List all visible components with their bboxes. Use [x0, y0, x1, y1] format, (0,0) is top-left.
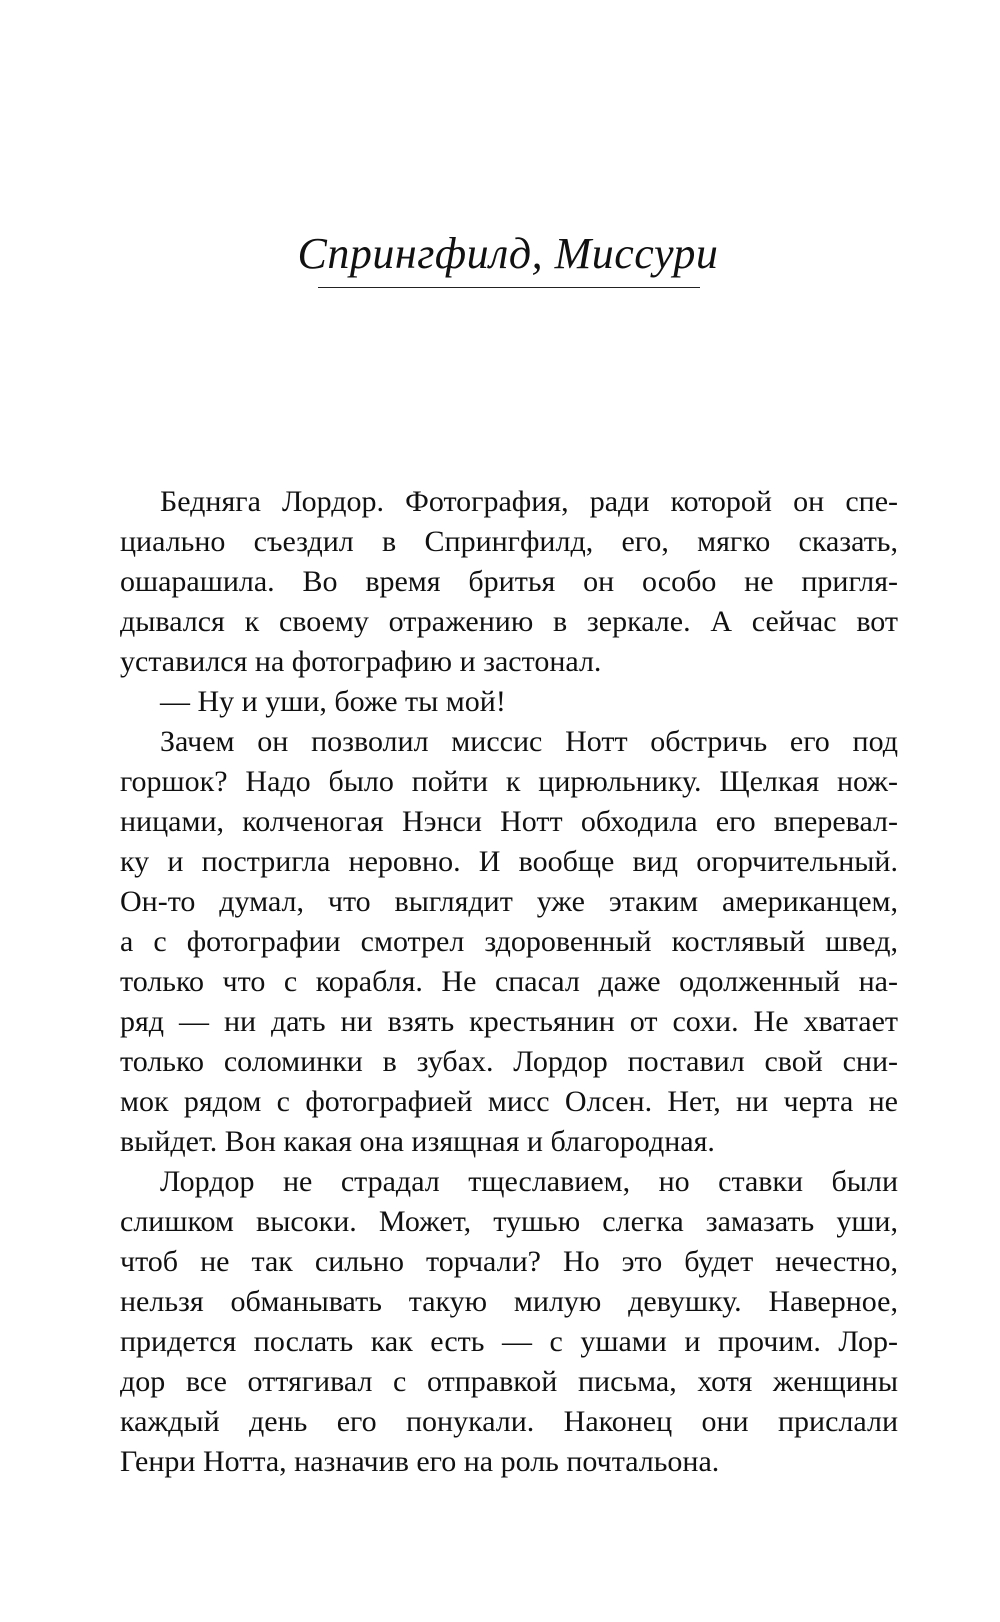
text-line: выйдет. Вон какая она изящная и благородная.: [120, 1125, 715, 1158]
text-line: горшок? Надо было пойти к цирюльнику. Щелкая нож-: [120, 765, 898, 798]
text-line: дор все оттягивал с отправкой письма, хотя женщины: [120, 1365, 898, 1398]
text-line: циально съездил в Спрингфилд, его, мягко сказать,: [120, 525, 898, 558]
text-line: нельзя обманывать такую милую девушку. Наверное,: [120, 1285, 898, 1318]
text-line: ницами, колченогая Нэнси Нотт обходила его вперевал-: [120, 805, 898, 838]
text-line: ку и постригла неровно. И вообще вид огорчительный.: [120, 845, 898, 878]
text-line: а с фотографии смотрел здоровенный костлявый швед,: [120, 925, 898, 958]
text-line: Лордор не страдал тщеславием, но ставки были: [160, 1165, 898, 1198]
text-line: Бедняга Лордор. Фотография, ради которой он спе-: [160, 485, 898, 518]
text-line: каждый день его понукали. Наконец они прислали: [120, 1405, 898, 1438]
text-line: только что с корабля. Не спасал даже одолженный на-: [120, 965, 898, 998]
chapter-title: Спрингфилд, Миссури: [297, 229, 719, 278]
body-text: [120, 482, 898, 1482]
text-line: — Ну и уши, боже ты мой!: [160, 685, 506, 718]
text-line: уставился на фотографию и застонал.: [120, 645, 602, 678]
text-line: Генри Нотта, назначив его на роль почтальона.: [120, 1445, 720, 1478]
text-line: чтоб не так сильно торчали? Но это будет нечестно,: [120, 1245, 898, 1278]
text-line: слишком высоки. Может, тушью слегка замазать уши,: [120, 1205, 898, 1238]
text-line: Зачем он позволил миссис Нотт обстричь его под: [160, 725, 898, 758]
text-line: придется послать как есть — с ушами и прочим. Лор-: [120, 1325, 898, 1358]
text-line: дывался к своему отражению в зеркале. А сейчас вот: [120, 605, 898, 638]
text-line: мок рядом с фотографией мисс Олсен. Нет, ни черта не: [120, 1085, 898, 1118]
text-line: только соломинки в зубах. Лордор поставил свой сни-: [120, 1045, 898, 1078]
title-underline: [318, 287, 700, 288]
text-line: ошарашила. Во время бритья он особо не пригля-: [120, 565, 898, 598]
text-line: Он-то думал, что выглядит уже этаким американцем,: [120, 885, 898, 918]
text-line: ряд — ни дать ни взять крестьянин от сохи. Не хватает: [120, 1005, 898, 1038]
